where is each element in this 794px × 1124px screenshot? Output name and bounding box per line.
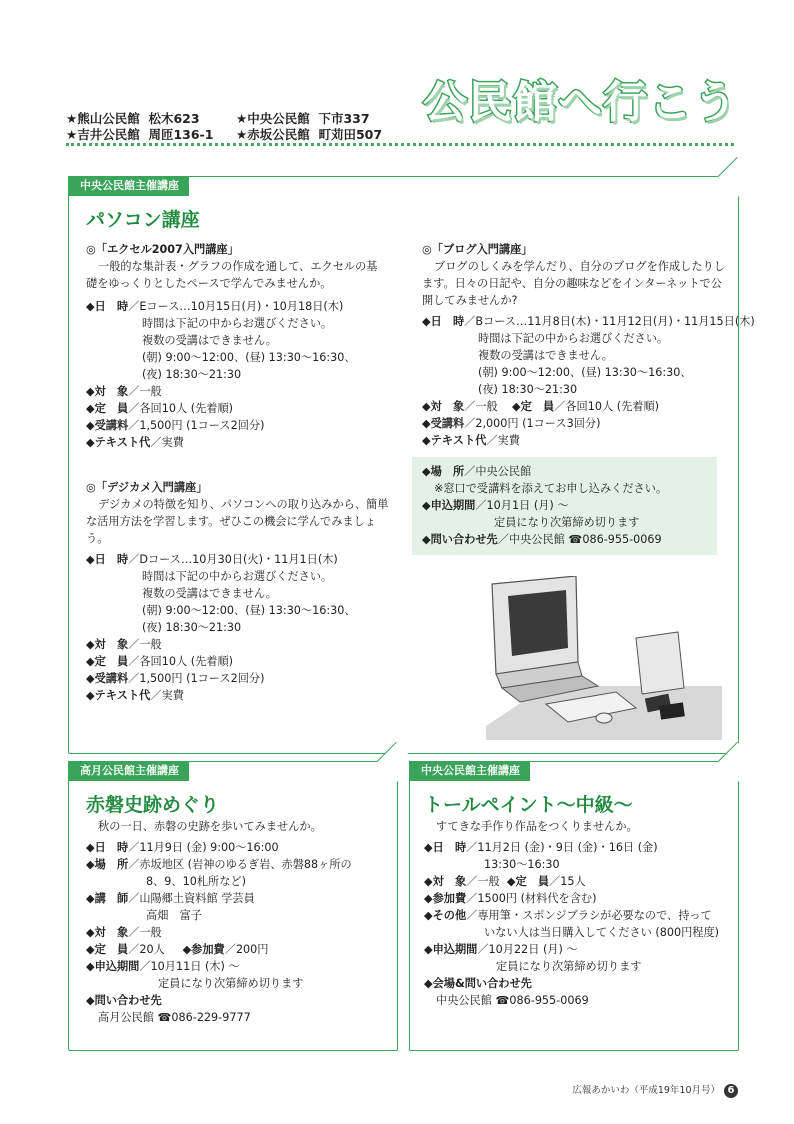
blog-course	[422, 241, 755, 449]
footer-text: 広報あかいわ（平成19年10月号）	[572, 1085, 720, 1096]
location-chuo: ★中央公民館 下市337	[236, 111, 370, 126]
excel-desc-1: 一般的な集計表・グラフの作成を通して、エクセルの基	[98, 260, 378, 273]
blog-textbook: ◆テキスト代／実費	[422, 434, 520, 447]
blog-date: ◆日 時／Bコース…11月8日(木)・11月12日(月)・11月15日(木)	[422, 315, 755, 328]
akaiwa-period-note: 定員になり次第締め切ります	[158, 977, 304, 990]
tole-contact: 中央公民館 ☎086-955-0069	[436, 994, 589, 1007]
camera-note-3: (朝) 9:00～12:00、(昼) 13:30～16:30、	[142, 604, 356, 617]
excel-desc-2: 礎をゆっくりとしたペースで学んでみませんか。	[86, 277, 332, 290]
tole-period: ◆申込期間／10月22日 (月) ～	[424, 943, 578, 956]
tole-date: ◆日 時／11月2日 (金)・9日 (金)・16日 (金)	[424, 841, 658, 854]
computer-illustration	[486, 576, 722, 740]
excel-note-2: 複数の受講はできません。	[142, 334, 277, 347]
akaiwa-lecturer-name: 高畑 富子	[146, 909, 202, 922]
tole-desc: すてきな手作り作品をつくりませんか。	[436, 820, 638, 833]
blog-note-2: 複数の受講はできません。	[478, 349, 613, 362]
tole-contact-label: ◆会場&問い合わせ先	[424, 977, 532, 990]
blog-desc-1: ブログのしくみを学んだり、自分のブログを作成したりし	[434, 260, 725, 273]
akaiwa-capacity-fee: ◆定 員／20人 ◆参加費／200円	[86, 943, 269, 956]
pc-organizer-tag: 中央公民館主催講座	[68, 176, 189, 196]
camera-course	[86, 479, 388, 704]
blog-desc-3: 開してみませんか?	[422, 294, 518, 307]
pc-place: ◆場 所／中央公民館	[422, 465, 532, 478]
excel-note-3: (朝) 9:00～12:00、(昼) 13:30～16:30、	[142, 351, 356, 364]
camera-target: ◆対 象／一般	[86, 638, 162, 651]
excel-note-4: (夜) 18:30～21:30	[142, 368, 242, 381]
mouse	[596, 713, 612, 723]
akaiwa-section-title: 赤磐史跡めぐり	[86, 794, 220, 816]
box-corner	[717, 157, 757, 197]
akaiwa-target: ◆対 象／一般	[86, 926, 162, 939]
tole-section-title: トールペイント～中級～	[424, 794, 633, 816]
camera-note-2: 複数の受講はできません。	[142, 587, 277, 600]
monitor-screen	[508, 590, 568, 656]
akaiwa-organizer-tag: 高月公民館主催講座	[68, 761, 189, 781]
pc-contact: ◆問い合わせ先／中央公民館 ☎086-955-0069	[422, 533, 662, 546]
akaiwa-place: ◆場 所／赤坂地区 (岩神のゆるぎ岩、赤磐88ヶ所の	[86, 858, 352, 871]
akaiwa-contact-label: ◆問い合わせ先	[86, 994, 162, 1007]
page-title: 公民館へ行こう	[423, 77, 738, 128]
excel-capacity: ◆定 員／各回10人 (先着順)	[86, 402, 234, 415]
footer	[572, 1082, 738, 1098]
excel-target: ◆対 象／一般	[86, 385, 162, 398]
blog-target-capacity: ◆対 象／一般 ◆定 員／各回10人 (先着順)	[422, 400, 659, 413]
excel-course-name: ◎「エクセル2007入門講座」	[86, 243, 239, 256]
camera-textbook: ◆テキスト代／実費	[86, 689, 184, 702]
tole-target-capacity: ◆対 象／一般 ◆定 員／15人	[424, 875, 586, 888]
speaker-box	[636, 632, 684, 694]
camera-date: ◆日 時／Dコース…10月30日(火)・11月1日(木)	[86, 553, 338, 566]
pc-place-note: ※窓口で受講料を添えてお申し込みください。	[434, 482, 668, 495]
tole-organizer-tag: 中央公民館主催講座	[409, 761, 530, 781]
blog-note-4: (夜) 18:30～21:30	[478, 383, 578, 396]
excel-date: ◆日 時／Eコース…10月15日(月)・10月18日(木)	[86, 300, 344, 313]
pc-section-title: パソコン講座	[86, 209, 200, 231]
location-akasaka: ★赤坂公民館 町苅田507	[236, 127, 383, 142]
pc-period: ◆申込期間／10月1日 (月) ～	[422, 499, 569, 512]
excel-course	[86, 241, 377, 451]
camera-note-4: (夜) 18:30～21:30	[142, 621, 242, 634]
camera-desc-1: デジカメの特徴を知り、パソコンへの取り込みから、簡単	[98, 498, 389, 511]
akaiwa-details	[86, 818, 352, 1026]
excel-note-1: 時間は下記の中からお選びください。	[142, 317, 333, 330]
excel-fee: ◆受講料／1,500円 (1コース2回分)	[86, 419, 265, 432]
blog-note-3: (朝) 9:00～12:00、(昼) 13:30～16:30、	[478, 366, 692, 379]
pc-period-note: 定員になり次第締め切ります	[494, 516, 640, 529]
tole-other-cont: いない人は当日購入してください (800円程度)	[484, 926, 720, 939]
tole-period-note: 定員になり次第締め切ります	[496, 960, 642, 973]
location-yoshii: ★吉井公民館 周匝136-1	[66, 127, 214, 142]
excel-textbook: ◆テキスト代／実費	[86, 436, 184, 449]
camera-desc-3: う。	[86, 532, 109, 545]
akaiwa-lecturer: ◆講 師／山陽郷土資料館 学芸員	[86, 892, 255, 905]
page-number: 6	[724, 1084, 738, 1098]
pc-info-box	[412, 457, 717, 555]
akaiwa-desc: 秋の一日、赤磐の史跡を歩いてみませんか。	[98, 820, 322, 833]
tole-fee: ◆参加費／1500円 (材料代を含む)	[424, 892, 597, 905]
camera-capacity: ◆定 員／各回10人 (先着順)	[86, 655, 234, 668]
tole-time: 13:30～16:30	[484, 858, 560, 871]
tole-other: ◆その他／専用筆・スポンジブラシが必要なので、持って	[424, 909, 712, 922]
blog-note-1: 時間は下記の中からお選びください。	[478, 332, 669, 345]
akaiwa-contact: 高月公民館 ☎086-229-9777	[98, 1011, 251, 1024]
camera-fee: ◆受講料／1,500円 (1コース2回分)	[86, 672, 265, 685]
camera-note-1: 時間は下記の中からお選びください。	[142, 570, 333, 583]
location-kumayama: ★熊山公民館 松木623	[66, 111, 200, 126]
blog-course-name: ◎「ブログ入門講座」	[422, 243, 533, 256]
akaiwa-place-cont: 8、9、10札所など)	[146, 875, 246, 888]
blog-desc-2: ます。日々の日記や、自分の趣味などをインターネットで公	[422, 277, 722, 290]
header-divider	[66, 143, 734, 146]
tole-details	[424, 818, 719, 1009]
akaiwa-date: ◆日 時／11月9日 (金) 9:00～16:00	[86, 841, 279, 854]
camera-course-name: ◎「デジカメ入門講座」	[86, 481, 208, 494]
akaiwa-period: ◆申込期間／10月11日 (木) ～	[86, 960, 240, 973]
camera-desc-2: な活用方法を学習します。ぜひこの機会に学んでみましょ	[86, 515, 376, 528]
blog-fee: ◆受講料／2,000円 (1コース3回分)	[422, 417, 601, 430]
